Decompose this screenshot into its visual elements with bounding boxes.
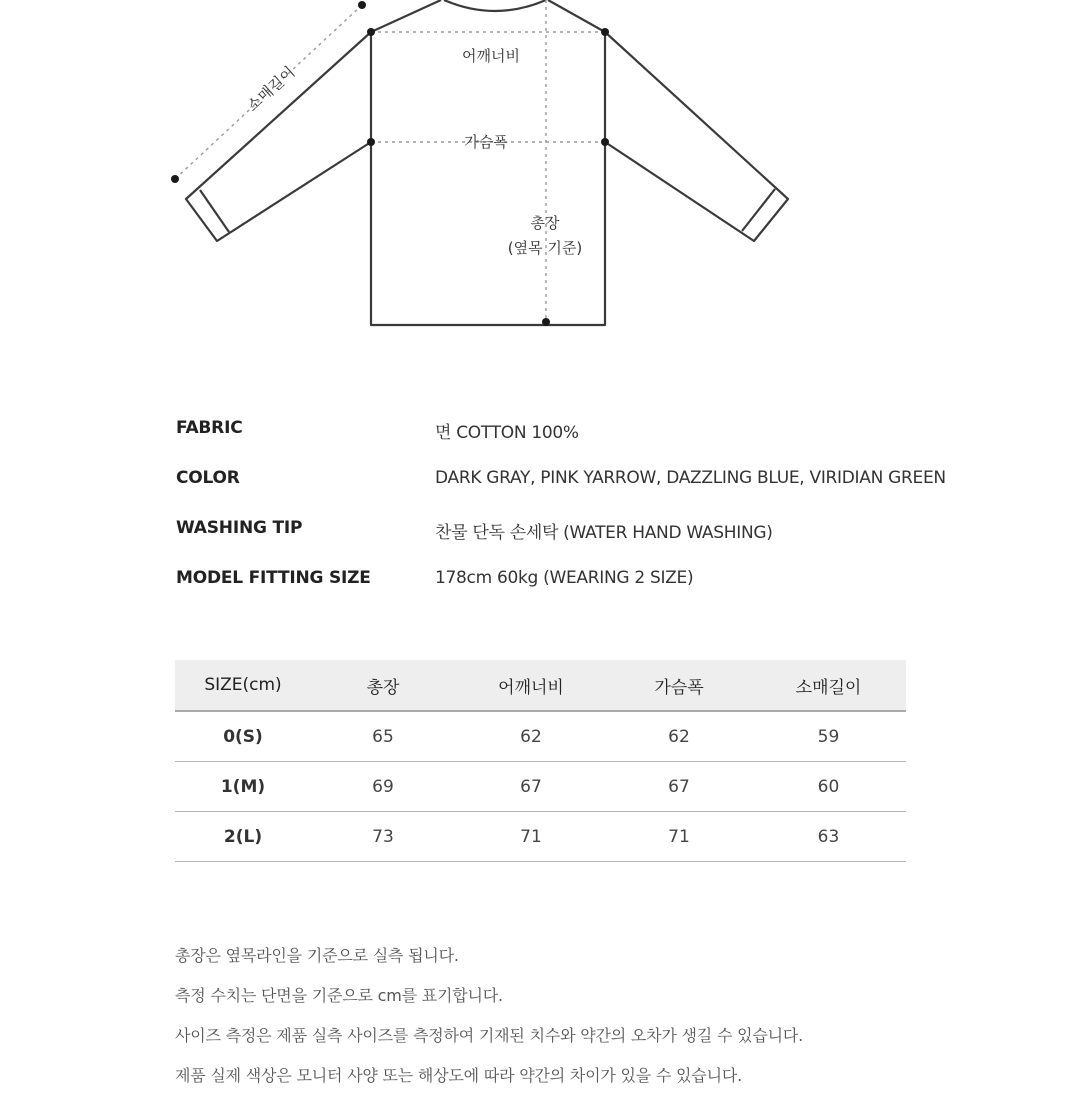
measure-point [358, 1, 366, 9]
right-sleeve-outline [605, 32, 788, 241]
table-cell: 59 [751, 711, 906, 762]
table-cell: 73 [311, 812, 455, 862]
total-length-note: (옆목 기준) [507, 239, 583, 257]
info-key: COLOR [176, 468, 240, 488]
measure-point [601, 28, 609, 36]
header-cell: SIZE(cm) [175, 660, 311, 711]
shirt-neckline [444, 0, 546, 11]
shirt-body-outline [371, 32, 605, 325]
size-cell: 2(L) [175, 812, 311, 862]
table-cell: 62 [455, 711, 607, 762]
measure-point [542, 318, 550, 326]
info-row-color [176, 468, 1036, 518]
table-cell: 71 [455, 812, 607, 862]
table-cell: 65 [311, 711, 455, 762]
measure-point [367, 138, 375, 146]
size-table [175, 660, 906, 862]
right-cuff-line [742, 189, 775, 231]
shoulder-width-label: 어깨너비 [462, 47, 520, 65]
note-line: 총장은 옆목라인을 기준으로 실측 됩니다. [175, 946, 459, 965]
info-value: 면 COTTON 100% [435, 423, 579, 443]
info-value: 찬물 단독 손세탁 (WATER HAND WASHING) [435, 523, 773, 543]
note-line: 사이즈 측정은 제품 실측 사이즈를 측정하여 기재된 치수와 약간의 오차가 생길 수 있습니다. [175, 1026, 803, 1045]
header-cell: 가슴폭 [607, 660, 751, 711]
table-cell: 67 [607, 762, 751, 812]
table-row [175, 762, 906, 812]
header-cell: 어깨너비 [455, 660, 607, 711]
info-value: 178cm 60kg (WEARING 2 SIZE) [435, 568, 694, 588]
header-cell: 소매길이 [751, 660, 906, 711]
measure-point [171, 175, 179, 183]
chest-width-label: 가슴폭 [464, 133, 508, 151]
measure-point [601, 138, 609, 146]
product-info [176, 418, 1036, 618]
table-cell: 67 [455, 762, 607, 812]
info-row-fabric [176, 418, 1036, 468]
info-row-washing-tip [176, 518, 1036, 568]
info-row-model-fitting [176, 568, 1036, 618]
table-row [175, 711, 906, 762]
info-key: FABRIC [176, 418, 243, 438]
note-line: 측정 수치는 단면을 기준으로 cm를 표기합니다. [175, 986, 503, 1005]
table-cell: 60 [751, 762, 906, 812]
size-cell: 1(M) [175, 762, 311, 812]
size-table-header [175, 660, 906, 711]
notes [175, 942, 1055, 1102]
sleeve-length-label: 소매길이 [243, 62, 299, 116]
table-cell: 62 [607, 711, 751, 762]
table-cell: 69 [311, 762, 455, 812]
measure-point [367, 28, 375, 36]
info-key: WASHING TIP [176, 518, 303, 538]
size-cell: 0(S) [175, 711, 311, 762]
table-cell: 71 [607, 812, 751, 862]
garment-measurement-diagram [0, 0, 1088, 340]
table-cell: 63 [751, 812, 906, 862]
shirt-collar-outline [371, 0, 605, 32]
note-line: 제품 실제 색상은 모니터 사양 또는 해상도에 따라 약간의 차이가 있을 수 있습니다. [175, 1066, 742, 1085]
table-row [175, 812, 906, 862]
info-key: MODEL FITTING SIZE [176, 568, 371, 588]
info-value: DARK GRAY, PINK YARROW, DAZZLING BLUE, VIRIDIAN GREEN [435, 468, 946, 488]
header-cell: 총장 [311, 660, 455, 711]
total-length-label: 총장 [530, 214, 560, 232]
